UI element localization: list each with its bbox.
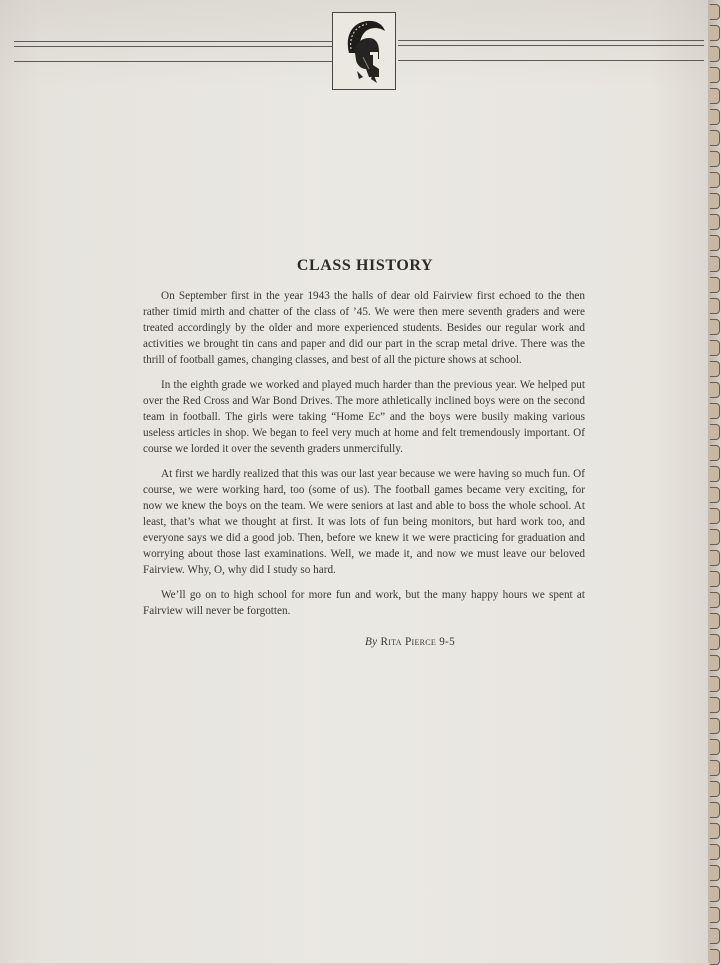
binding-ring [710,760,720,776]
binding-ring [710,340,720,356]
binding-ring [710,487,720,503]
article-body [143,288,585,628]
header-emblem [332,12,396,90]
binding-ring [710,25,720,41]
paragraph: On September first in the year 1943 the halls of dear old Fairview first echoed to the then rather timid mirth and chatter of the class of ’45. We were then mere seventh graders and were treated accordingly by the older and more experienced students. Besides our regular work and activities we brought tin cans and paper and did our part in the scrap metal drive. There was the thrill of football games, changing classes, and best of all the picture shows at school. [143,290,585,366]
binding-ring [710,214,720,230]
binding-ring [710,424,720,440]
signature-prefix: By [365,636,378,648]
binding-ring [710,172,720,188]
binding-ring [710,256,720,272]
signature-author: Rita Pierce [380,636,437,648]
paragraph: We’ll go on to high school for more fun and work, but the many happy hours we spent at Fairview will never be forgotten. [143,589,585,617]
binding-ring [710,718,720,734]
binding-ring [710,466,720,482]
binding-ring [710,907,720,923]
binding-ring [710,781,720,797]
binding-ring [710,886,720,902]
binding-ring [710,613,720,629]
header-rule [14,46,332,47]
spartan-helmet-icon [333,13,394,88]
binding-ring [710,88,720,104]
signature-class: 9-5 [439,636,456,648]
binding-ring [710,508,720,524]
binding-ring [710,676,720,692]
page-title: CLASS HISTORY [296,257,434,274]
binding-ring [710,298,720,314]
binding-ring [710,571,720,587]
binding-ring [710,67,720,83]
header-rule [398,60,704,61]
binding-ring [710,319,720,335]
binding-ring [710,235,720,251]
binding-ring [710,550,720,566]
binding-ring [710,361,720,377]
binding-ring [710,529,720,545]
binding-ring [710,382,720,398]
author-signature [365,636,455,648]
binding-ring [710,655,720,671]
binding-ring [710,592,720,608]
binding-ring [710,4,720,20]
header-rule [398,40,704,41]
binding-ring [710,697,720,713]
header-rule [14,61,332,62]
binding-ring [710,151,720,167]
binding-ring [710,634,720,650]
binding-ring [710,193,720,209]
binding-ring [710,928,720,944]
binding-ring [710,277,720,293]
paragraph: At first we hardly realized that this was our last year because we were having so much fun. Of course, we were working hard, too (some of us). The football games became very exciting, for now we knew the boys on the team. We were seniors at last and able to boss the whole school. At least, that’s what we thought at first. It was lots of fun being monitors, but hard work too, and everyone says we did a good job. Then, before we knew it we were practicing for graduation and worrying about those last examinations. Well, we made it, and now we must leave our beloved Fairview. Why, O, why did I study so hard. [143,468,585,576]
binding-ring [710,130,720,146]
binding-ring [710,445,720,461]
binding-ring [710,844,720,860]
header-rule [398,45,704,46]
binding-ring [710,739,720,755]
binding-ring [710,802,720,818]
paragraph: In the eighth grade we worked and played much harder than the previous year. We helped put over the Red Cross and War Bond Drives. The more athletically inclined boys were on the second team in football. The girls were taking “Home Ec” and the boys were busily making various useless articles in shop. We began to feel very much at home and felt tremendously important. Of course we lorded it over the seventh graders unmercifully. [143,379,585,455]
binding-ring [710,46,720,62]
header-rule [14,41,332,42]
binding-ring [710,865,720,881]
binding-ring [710,823,720,839]
binding-ring [710,403,720,419]
binding-ring [710,109,720,125]
